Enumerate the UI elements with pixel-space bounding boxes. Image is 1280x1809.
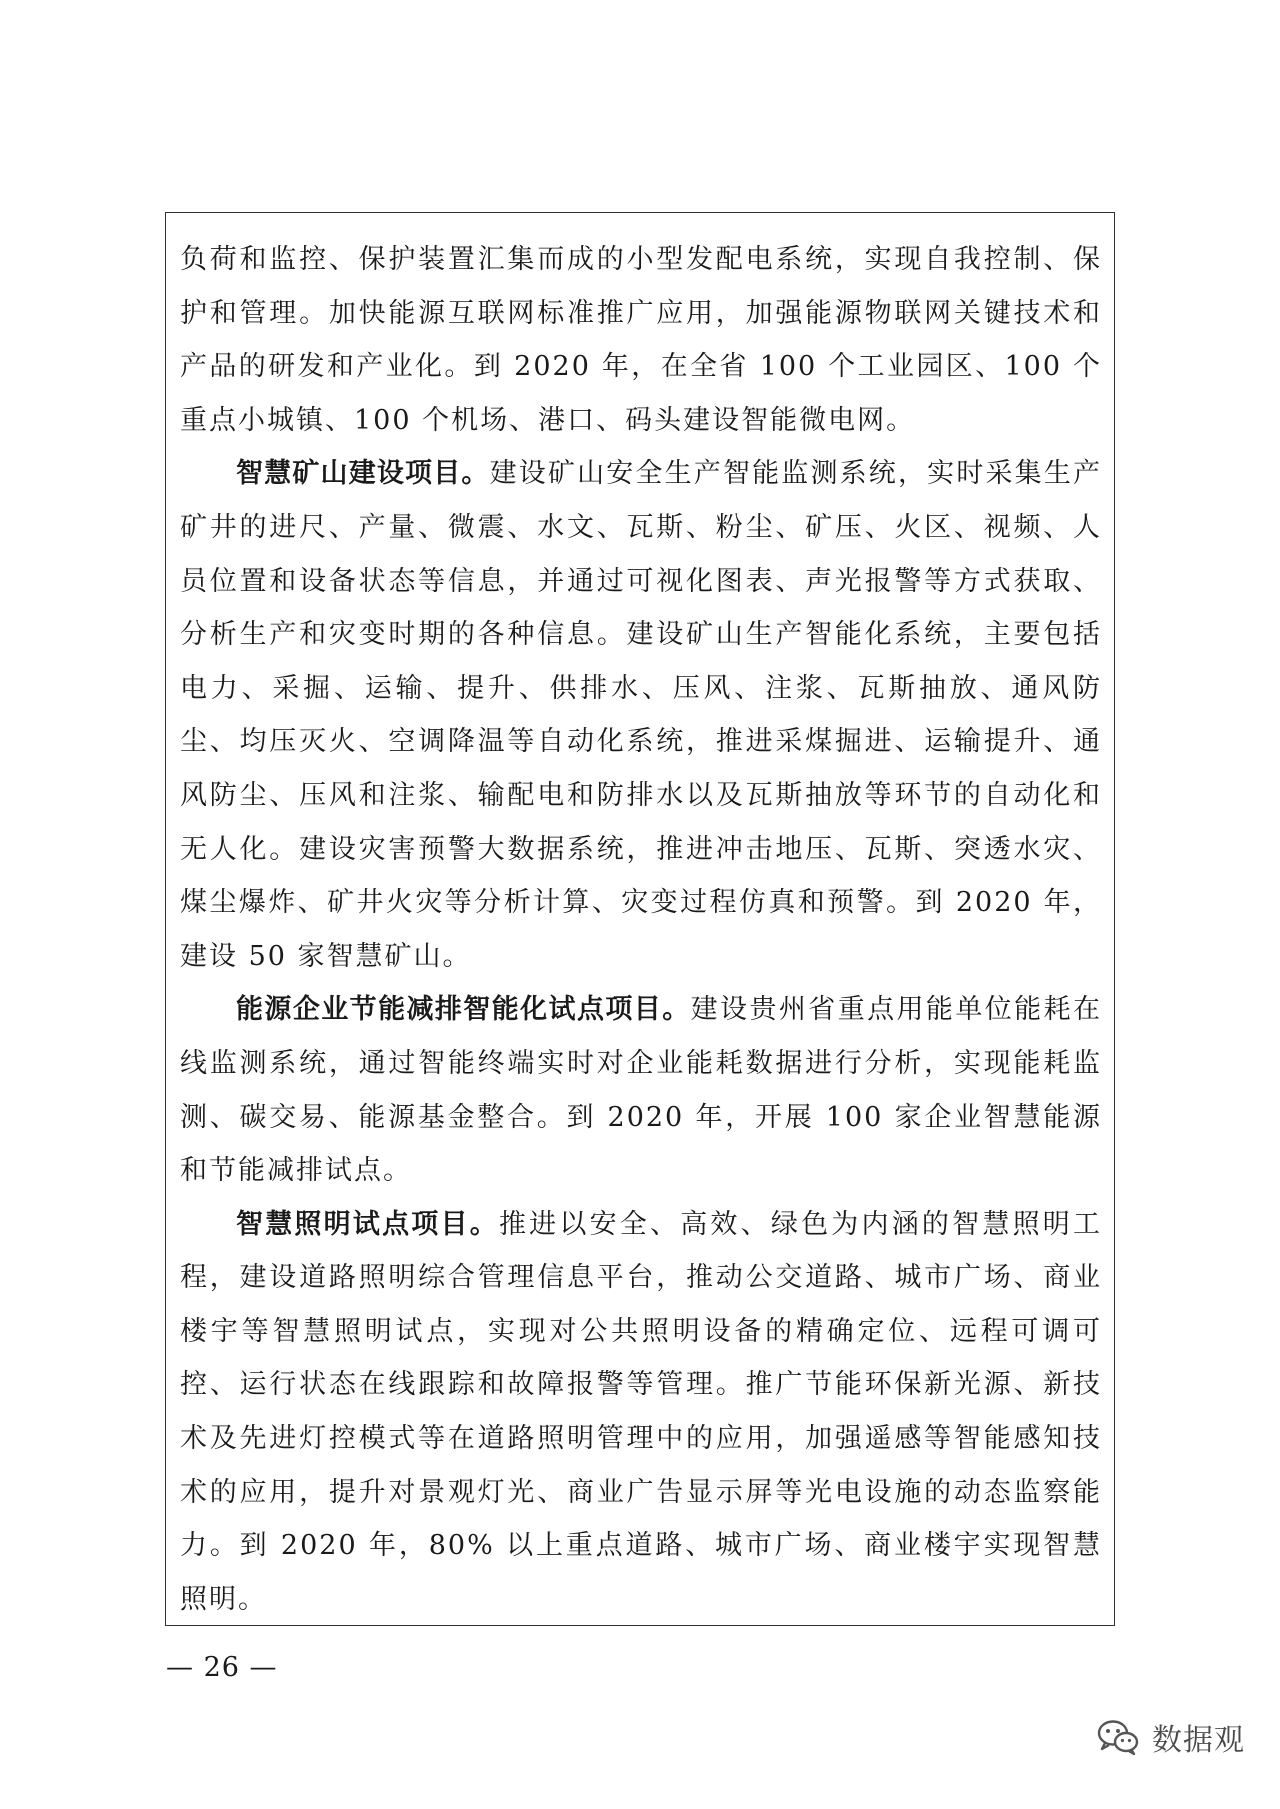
watermark — [1096, 1715, 1245, 1759]
paragraph-smart-microgrid — [180, 233, 1102, 447]
paragraph-energy-saving-pilot — [180, 983, 1102, 1197]
wechat-icon — [1096, 1717, 1140, 1757]
paragraph-heading: 能源企业节能减排智能化试点项目。 — [236, 994, 691, 1026]
page-number: — 26 — — [166, 1652, 278, 1683]
paragraph-smart-lighting — [180, 1198, 1102, 1627]
paragraph-heading: 智慧矿山建设项目。 — [236, 458, 490, 490]
paragraph-heading: 智慧照明试点项目。 — [236, 1208, 499, 1240]
paragraph-text: 建设矿山安全生产智能监测系统，实时采集生产矿井的进尺、产量、微震、水文、瓦斯、粉尘、矿压、火区、视频、人员位置和设备状态等信息，并通过可视化图表、声光报警等方式获取、分析生产和灾变时期的各种信息。建设矿山生产智能化系统，主要包括电力、采掘、运输、提升、供排水、压风、注浆、瓦斯抽放、通风防尘、均压灭火、空调降温等自动化系统，推进采煤掘进、运输提升、通风防尘、压风和注浆、输配电和防排水以及瓦斯抽放等环节的自动化和无人化。建设灾害预警大数据系统，推进冲击地压、瓦斯、突透水灾、煤尘爆炸、矿井火灾等分析计算、灾变过程仿真和预警。到 2020 年，建设 50 家智慧矿山。 — [180, 458, 1103, 972]
paragraph-smart-mine — [180, 447, 1102, 983]
paragraph-text: 负荷和监控、保护装置汇集而成的小型发配电系统，实现自我控制、保护和管理。加快能源互联网标准推广应用，加强能源物联网关键技术和产品的研发和产业化。到 2020 年，在全省 100 个工业园区、100 个重点小城镇、100 个机场、港口、码头建设智能微电网。 — [180, 244, 1102, 436]
text-frame — [165, 212, 1115, 1626]
watermark-text: 数据观 — [1152, 1723, 1245, 1758]
paragraph-text: 推进以安全、高效、绿色为内涵的智慧照明工程，建设道路照明综合管理信息平台，推动公交道路、城市广场、商业楼宇等智慧照明试点，实现对公共照明设备的精确定位、远程可调可控、运行状态在线跟踪和故障报警等管理。推广节能环保新光源、新技术及先进灯控模式等在道路照明管理中的应用，加强遥感等智能感知技术的应用，提升对景观灯光、商业广告显示屏等光电设施的动态监察能力。到 2020 年，80% 以上重点道路、城市广场、商业楼宇实现智慧照明。 — [180, 1208, 1103, 1615]
paragraph-text: 建设贵州省重点用能单位能耗在线监测系统，通过智能终端实时对企业能耗数据进行分析，实现能耗监测、碳交易、能源基金整合。到 2020 年，开展 100 家企业智慧能源和节能减排试点。 — [180, 994, 1103, 1187]
